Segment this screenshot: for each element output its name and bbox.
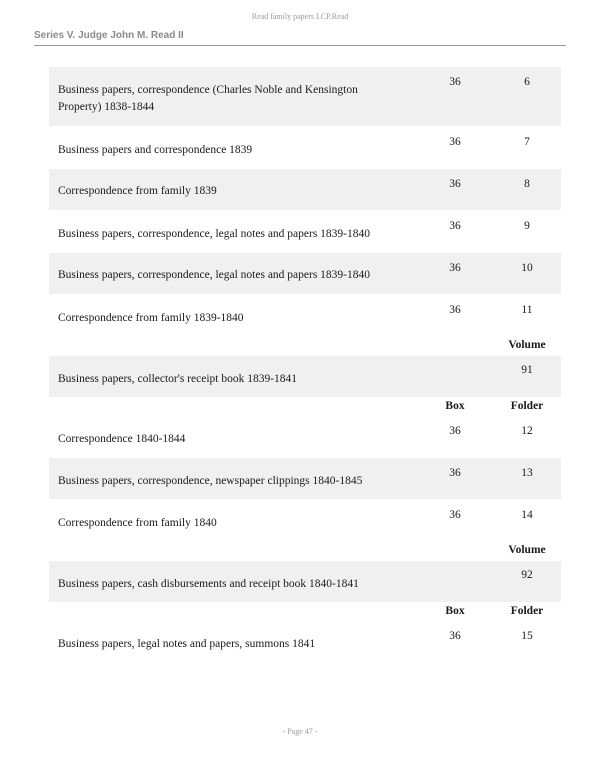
volume-header-label: Volume <box>508 339 546 351</box>
box-header-label: Box <box>445 400 465 412</box>
item-description: Business papers, collector's receipt book 1839-1841 <box>58 373 298 385</box>
item-description: Business papers, correspondence, legal notes and papers 1839-1840 <box>58 228 371 240</box>
item-description: Business papers, legal notes and papers, summons 1841 <box>58 638 316 650</box>
list-item <box>49 126 561 169</box>
list-item <box>49 67 561 126</box>
item-description: Correspondence 1840-1844 <box>58 433 186 445</box>
box-number: 36 <box>449 136 461 148</box>
list-item <box>49 294 561 336</box>
list-item <box>49 356 561 397</box>
folder-number: 14 <box>521 509 533 521</box>
box-folder-column-header <box>49 397 561 417</box>
folder-number: 11 <box>521 304 533 316</box>
box-number: 36 <box>449 304 461 316</box>
list-item <box>49 169 561 210</box>
box-number: 36 <box>449 178 461 190</box>
folder-number: 10 <box>521 262 533 274</box>
box-number: 36 <box>449 220 461 232</box>
series-title: Series V. Judge John M. Read II <box>34 30 184 41</box>
folder-number: 6 <box>524 76 530 88</box>
box-number: 36 <box>449 630 461 642</box>
page-number-footer: - Page 47 - <box>282 727 318 736</box>
list-item <box>49 458 561 499</box>
volume-header-label: Volume <box>508 544 546 556</box>
box-folder-column-header <box>49 602 561 622</box>
item-description: Business papers, cash disbursements and receipt book 1840-1841 <box>58 578 359 590</box>
box-header-label: Box <box>445 605 465 617</box>
folder-number: 9 <box>524 220 530 232</box>
box-number: 36 <box>449 425 461 437</box>
item-description: Correspondence from family 1839 <box>58 185 217 197</box>
box-number: 36 <box>449 76 461 88</box>
folder-number: 7 <box>524 136 530 148</box>
item-description: Business papers and correspondence 1839 <box>58 144 253 156</box>
folder-header-label: Folder <box>510 605 544 617</box>
list-item <box>49 417 561 458</box>
item-description: Business papers, correspondence, newspaper clippings 1840-1845 <box>58 475 363 487</box>
folder-header-label: Folder <box>510 400 544 412</box>
box-number: 36 <box>449 467 461 479</box>
list-item <box>49 622 561 663</box>
volume-column-header <box>49 541 561 561</box>
box-number: 36 <box>449 262 461 274</box>
box-number: 36 <box>449 509 461 521</box>
list-item <box>49 253 561 294</box>
folder-number: 13 <box>521 467 533 479</box>
finding-aid-list <box>49 67 561 663</box>
folder-number: 15 <box>521 630 533 642</box>
volume-number: 92 <box>521 569 533 581</box>
item-description: Correspondence from family 1839-1840 <box>58 312 244 324</box>
volume-number: 91 <box>521 364 533 376</box>
header-divider <box>34 45 566 46</box>
list-item <box>49 561 561 602</box>
list-item <box>49 499 561 541</box>
item-description: Business papers, correspondence, legal notes and papers 1839-1840 <box>58 269 371 281</box>
folder-number: 12 <box>521 425 533 437</box>
item-description: Business papers, correspondence (Charles Noble and Kensington Property) 1838-1844 <box>58 84 358 113</box>
volume-column-header <box>49 336 561 356</box>
item-description: Correspondence from family 1840 <box>58 517 217 529</box>
folder-number: 8 <box>524 178 530 190</box>
list-item <box>49 210 561 253</box>
page-header: Read family papers LCP.Read <box>251 12 349 21</box>
